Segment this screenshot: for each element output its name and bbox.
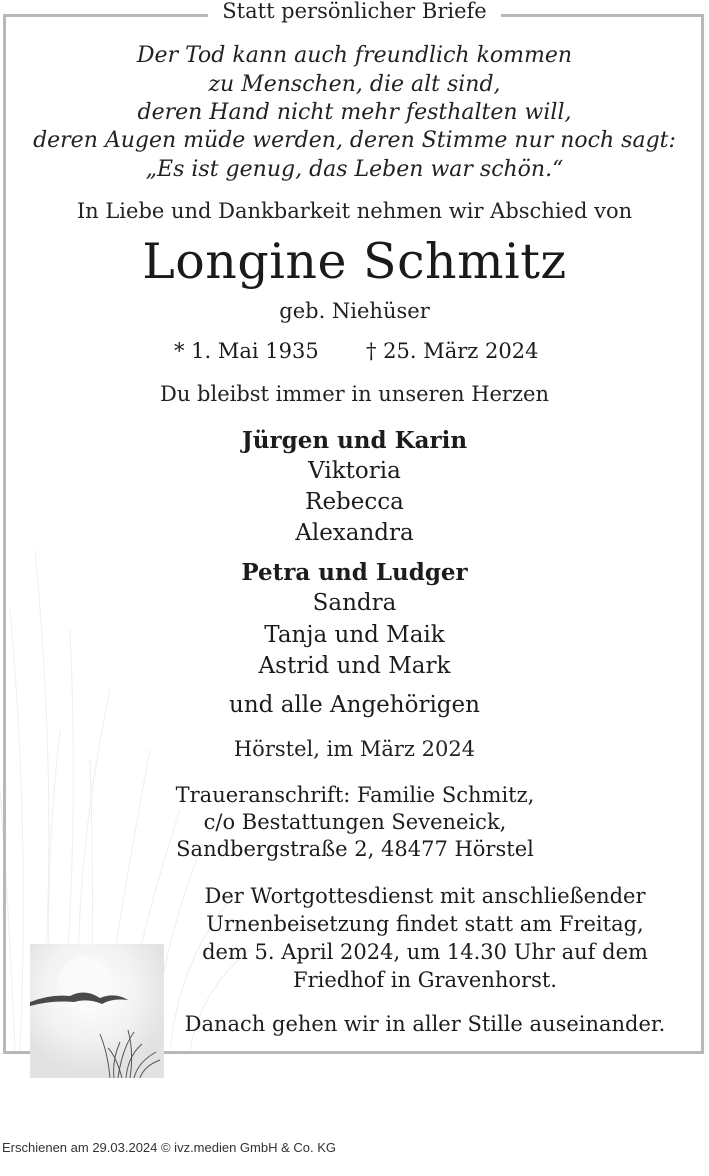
poem-line: zu Menschen, die alt sind,	[208, 72, 501, 97]
address-line: Sandbergstraße 2, 48477 Hörstel	[176, 837, 534, 861]
mourning-address	[150, 782, 560, 863]
tribute-text: Du bleibst immer in unseren Herzen	[160, 382, 549, 406]
death-date: † 25. März 2024	[366, 339, 539, 363]
place-date: Hörstel, im März 2024	[233, 737, 476, 761]
deceased-name: Longine Schmitz	[142, 233, 567, 290]
family-member: Astrid und Mark	[258, 653, 451, 679]
closing-text: Danach gehen wir in aller Stille auseinander.	[184, 1012, 666, 1036]
address-line: Traueranschrift: Familie Schmitz,	[175, 783, 535, 807]
address-line: c/o Bestattungen Seveneick,	[203, 810, 507, 834]
family-member: Alexandra	[295, 520, 414, 546]
poem-line: deren Augen müde werden, deren Stimme nur noch sagt:	[33, 128, 676, 153]
maiden-name: geb. Niehüser	[279, 299, 430, 323]
family-head: Petra und Ludger	[241, 559, 468, 586]
service-info	[190, 882, 660, 994]
family-member: Tanja und Maik	[264, 622, 445, 648]
birth-date: * 1. Mai 1935	[174, 339, 319, 363]
bird-photo	[30, 944, 164, 1078]
service-line: Urnenbeisetzung findet statt am Freitag,	[206, 912, 644, 936]
family-head: Jürgen und Karin	[241, 427, 468, 454]
family-member: Viktoria	[308, 458, 401, 484]
service-line: dem 5. April 2024, um 14.30 Uhr auf dem	[202, 940, 648, 964]
relatives-text: und alle Angehörigen	[229, 692, 480, 718]
poem-line: „Es ist genug, das Leben war schön.“	[145, 157, 564, 182]
family-member: Rebecca	[305, 489, 404, 515]
frame-title: Statt persönlicher Briefe	[0, 0, 709, 24]
publication-footer: Erschienen am 29.03.2024 © ivz.medien GmbH & Co. KG	[2, 1140, 337, 1155]
poem-line: Der Tod kann auch freundlich kommen	[136, 43, 573, 68]
family-member: Sandra	[312, 590, 397, 616]
intro-text: In Liebe und Dankbarkeit nehmen wir Abschied von	[76, 199, 633, 223]
service-line: Der Wortgottesdienst mit anschließender	[204, 884, 646, 908]
service-line: Friedhof in Gravenhorst.	[293, 968, 557, 992]
poem-line: deren Hand nicht mehr festhalten will,	[137, 100, 572, 125]
